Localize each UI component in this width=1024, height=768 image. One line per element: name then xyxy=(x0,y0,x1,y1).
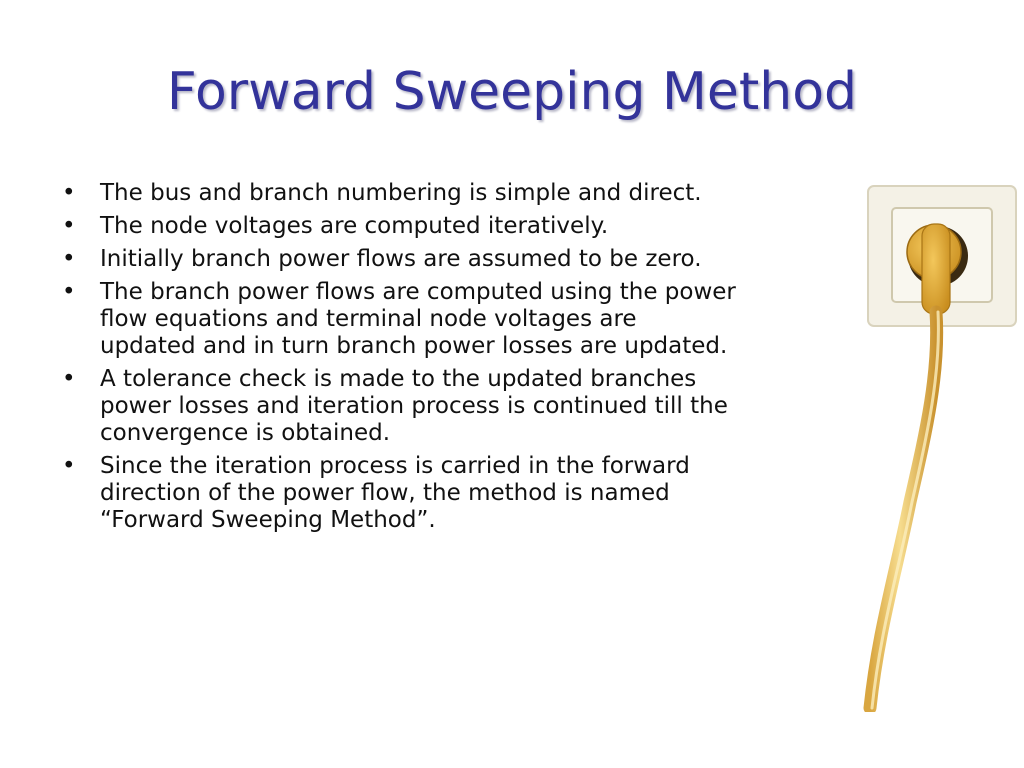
bullet-item-5 xyxy=(58,366,738,447)
bullet-text: The node voltages are computed iteratively. xyxy=(100,213,609,239)
bullet-text: The branch power flows are computed using the power flow equations and terminal node voltages are updated and in turn branch power losses are updated. xyxy=(100,279,736,359)
plug-body xyxy=(922,224,950,314)
bullet-mark: • xyxy=(62,453,76,479)
bullet-text: The bus and branch numbering is simple and direct. xyxy=(100,180,702,206)
bullet-item-1 xyxy=(58,180,738,207)
bullet-text: A tolerance check is made to the updated branches power losses and iteration process is continued till the convergence is obtained. xyxy=(100,366,728,446)
bullet-mark: • xyxy=(62,180,76,206)
bullet-list xyxy=(58,180,738,540)
bullet-item-2 xyxy=(58,213,738,240)
bullet-mark: • xyxy=(62,213,76,239)
bullet-item-3 xyxy=(58,246,738,273)
bullet-text: Since the iteration process is carried in the forward direction of the power flow, the method is named “Forward Sweeping Method”. xyxy=(100,453,690,533)
bullet-mark: • xyxy=(62,279,76,305)
slide-title: Forward Sweeping Method xyxy=(166,62,858,122)
bullet-mark: • xyxy=(62,246,76,272)
bullet-item-4 xyxy=(58,279,738,360)
bullet-item-6 xyxy=(58,453,738,534)
bullet-text: Initially branch power flows are assumed to be zero. xyxy=(100,246,702,272)
power-plug-socket-icon xyxy=(848,172,1024,712)
bullet-mark: • xyxy=(62,366,76,392)
